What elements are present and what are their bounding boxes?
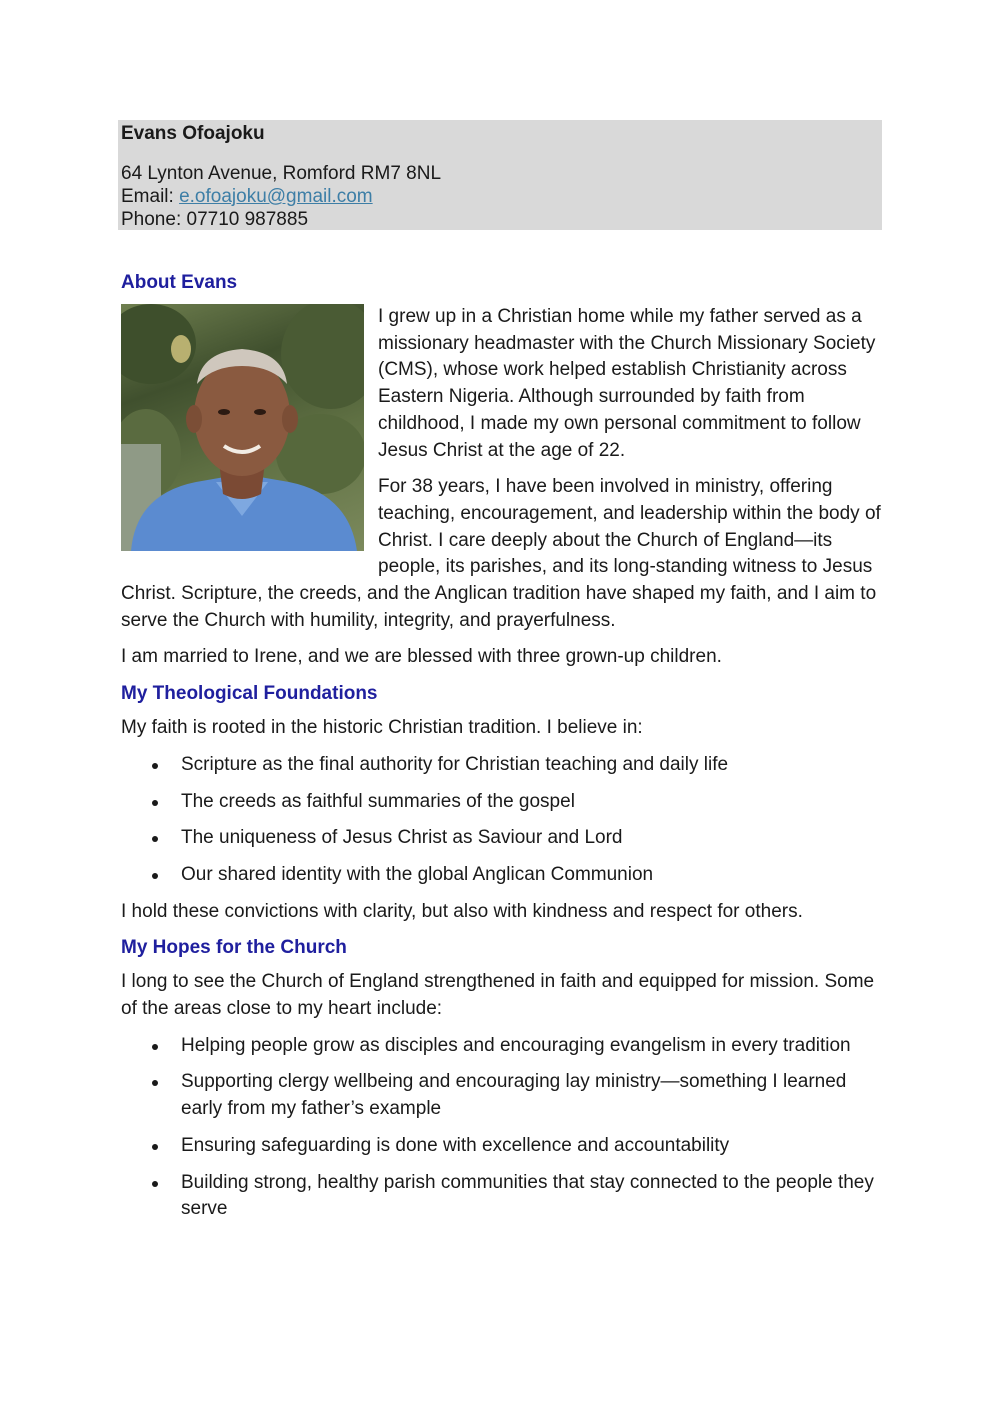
theology-closing: I hold these convictions with clarity, but also with kindness and respect for others. [121,900,803,922]
about-paragraph-3: I am married to Irene, and we are blessed with three grown-up children. [121,646,722,668]
hopes-intro: I long to see the Church of England strengthened in faith and equipped for mission. Some of the areas close to my heart include: [121,971,875,1020]
hopes-heading: My Hopes for the Church [121,937,347,959]
theology-intro: My faith is rooted in the historic Christian tradition. I believe in: [121,717,643,739]
contact-email-line [121,185,879,208]
theology-heading: My Theological Foundations [121,683,378,705]
portrait-illustration [121,304,364,551]
list-item: Supporting clergy wellbeing and encouraging lay ministry—something I learned early from my father’s example [121,1069,881,1122]
contact-box [118,120,882,230]
contact-phone: Phone: 07710 987885 [121,209,309,230]
list-item: Ensuring safeguarding is done with excellence and accountability [121,1133,881,1160]
contact-name: Evans Ofoajoku [121,123,265,144]
theology-list [121,752,881,889]
list-item: The creeds as faithful summaries of the gospel [121,789,881,816]
list-item: Helping people grow as disciples and encouraging evangelism in every tradition [121,1033,881,1060]
portrait-photo [121,304,364,551]
about-paragraph-1: I grew up in a Christian home while my father served as a missionary headmaster with the Church Missionary Society (CMS), whose work helped establish Christianity across Eastern Nigeria. Although surrounded by faith from childhood, I made my own personal commitment to follow Jesus Christ at the age of 22. [378,306,876,461]
email-link[interactable]: e.ofoajoku@gmail.com [179,186,373,207]
contact-address: 64 Lynton Avenue, Romford RM7 8NL [121,163,442,184]
main-content [121,270,881,1233]
list-item: Our shared identity with the global Anglican Communion [121,862,881,889]
list-item: Building strong, healthy parish communities that stay connected to the people they serve [121,1170,881,1223]
list-item: The uniqueness of Jesus Christ as Saviour and Lord [121,825,881,852]
hopes-list [121,1033,881,1223]
email-label: Email: [121,186,180,207]
about-paragraph-2: For 38 years, I have been involved in ministry, offering teaching, encouragement, and leadership within the body of Christ. I care deeply about the Church of England—its people, its parishes, and its long-standing witness to Jesus Christ. Scripture, the creeds, and the Anglican tradition have shaped my faith, and I aim to serve the Church with humility, integrity, and prayerfulness. [121,476,881,631]
list-item: Scripture as the final authority for Christian teaching and daily life [121,752,881,779]
about-heading: About Evans [121,272,238,293]
